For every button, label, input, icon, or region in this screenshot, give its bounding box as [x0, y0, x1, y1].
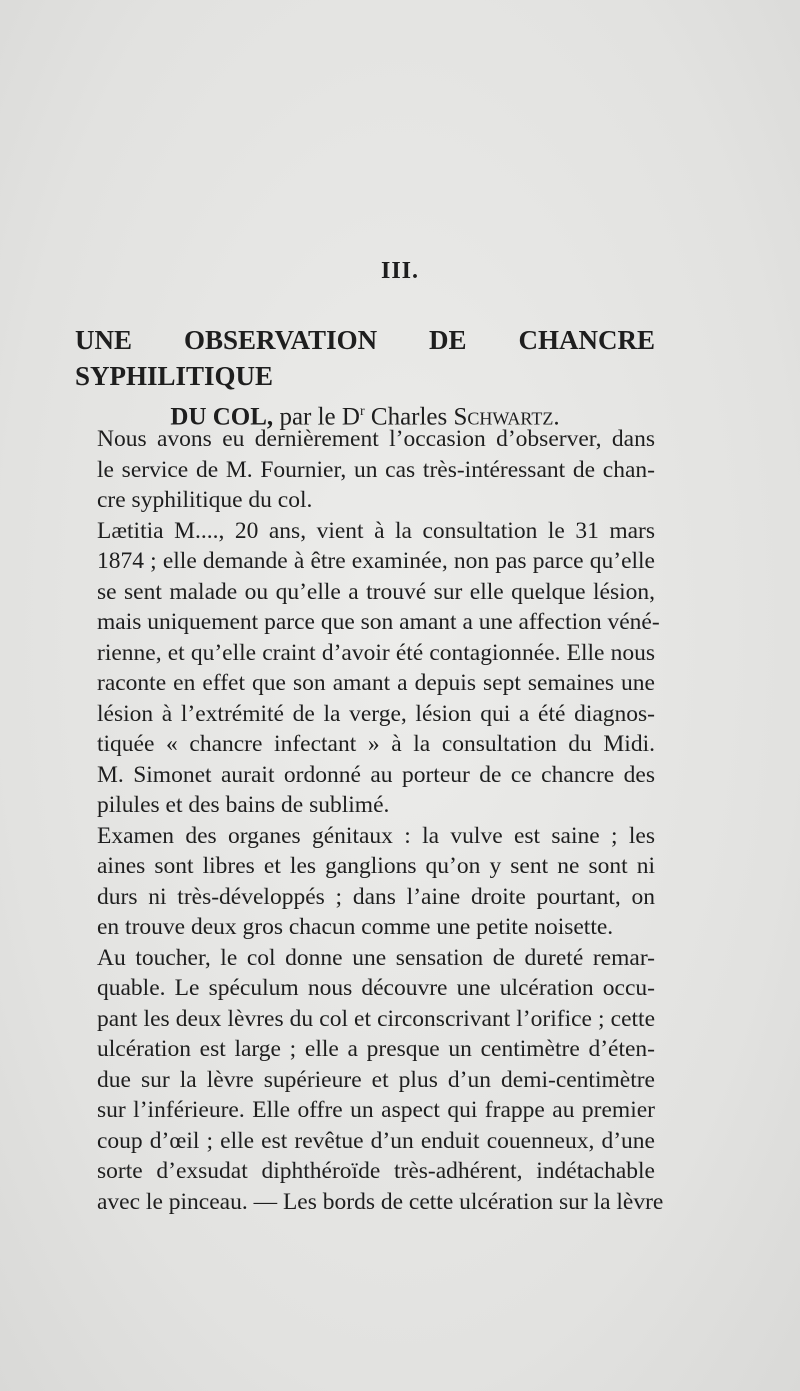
article-title [75, 322, 655, 435]
text-line: coup d’œil ; elle est revêtue d’un enduit couenneux, d’une [97, 1127, 655, 1154]
text-line: Lætitia M...., 20 ans, vient à la consultation le 31 mars [97, 517, 655, 544]
text-line: pilules et des bains de sublimé. [97, 792, 390, 818]
title-doctor-superscript: r [359, 404, 365, 419]
text-line: pant les deux lèvres du col et circonscrivant l’orifice ; cette [97, 1005, 655, 1032]
paragraph [75, 424, 655, 516]
text-line: avec le pinceau. — Les bords de cette ulcération sur la lèvre [97, 1188, 664, 1215]
text-line: sur l’inférieure. Elle offre un aspect qui frappe au premier [97, 1097, 655, 1123]
text-line: mais uniquement parce que son amant a une affection véné- [97, 609, 660, 635]
text-line: raconte en effet que son amant a depuis sept semaines une [97, 670, 655, 696]
paragraph [75, 943, 664, 1218]
text-line: rienne, et qu’elle craint d’avoir été contagionnée. Elle nous [97, 639, 655, 666]
text-line: se sent malade ou qu’elle a trouvé sur elle quelque lésion, [97, 578, 655, 605]
title-col: DU COL, [170, 403, 274, 431]
section-number: III. [380, 258, 420, 284]
text-line: Examen des organes génitaux : la vulve est saine ; les [97, 822, 655, 849]
text-line: M. Simonet aurait ordonné au porteur de ce chancre des [97, 761, 655, 788]
paragraph [75, 821, 655, 943]
text-line: quable. Le spéculum nous découvre une ulcération occu- [97, 975, 655, 1001]
title-by: par le D [279, 403, 360, 431]
text-line: aines sont libres et les ganglions qu’on y sent ne sont ni [97, 853, 655, 879]
text-line: 1874 ; elle demande à être examinée, non pas parce qu’elle [97, 548, 655, 574]
text-line: cre syphilitique du col. [97, 487, 313, 513]
author-first-name: Charles [370, 403, 448, 431]
text-line: ulcération est large ; elle a presque un centimètre d’éten- [97, 1036, 655, 1062]
text-line: le service de M. Fournier, un cas très-intéressant de chan- [97, 456, 655, 483]
bleed-through-texture [150, 118, 670, 322]
text-line: Au toucher, le col donne une sensation de dureté remar- [97, 944, 655, 971]
text-line: sorte d’exsudat diphthéroïde très-adhérent, indétachable [97, 1158, 655, 1184]
article-body [75, 424, 664, 1217]
text-line: tiquée « chancre infectant » à la consultation du Midi. [97, 731, 655, 757]
title-line-1: UNE OBSERVATION DE CHANCRE SYPHILITIQUE [75, 325, 655, 391]
text-line: lésion à l’extrémité de la verge, lésion qui a été diagnos- [97, 700, 655, 727]
paragraph [75, 516, 660, 821]
text-line: en trouve deux gros chacun comme une petite noisette. [97, 914, 614, 940]
author-surname: Schwartz. [453, 403, 560, 431]
text-line: Nous avons eu dernièrement l’occasion d’observer, dans [97, 426, 655, 452]
text-line: durs ni très-développés ; dans l’aine droite pourtant, on [97, 883, 655, 910]
text-line: due sur la lèvre supérieure et plus d’un demi-centimètre [97, 1066, 655, 1093]
